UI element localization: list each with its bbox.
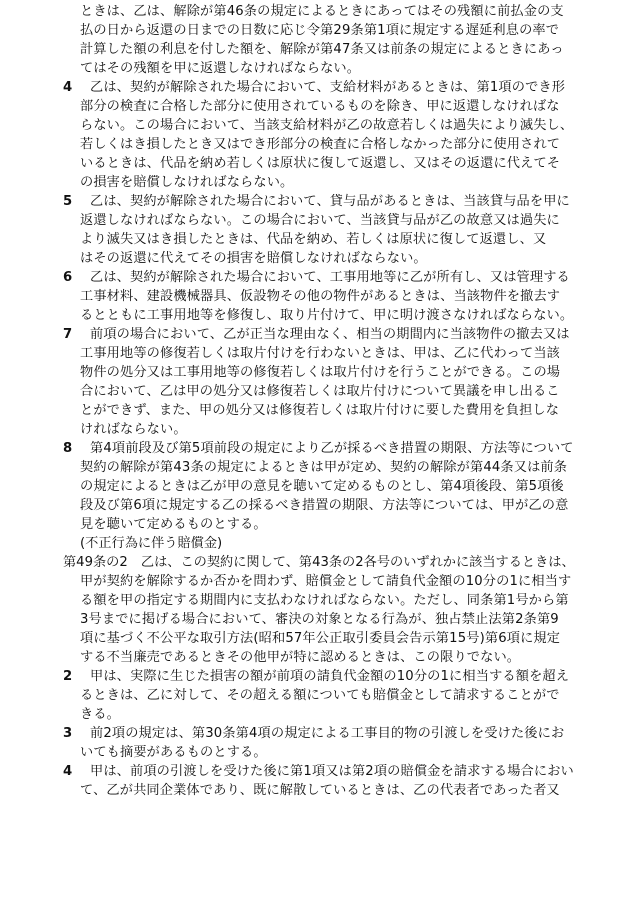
article-heading-line: 第49条の2 乙は、この契約に関して、第43条の2各号のいずれかに該当するときは、 <box>63 555 575 570</box>
text-line: 甲は、前項の引渡しを受けた後に第1項又は第2項の賠償金を請求する場合におい <box>90 764 574 779</box>
text-line: らない。この場合において、当該支給材料が乙の故意若しくは過失により滅失し、 <box>80 118 574 133</box>
item-number: 6 <box>63 270 73 285</box>
text-line: 前2項の規定は、第30条第4項の規定による工事目的物の引渡しを受けた後にお <box>90 726 565 741</box>
text-line: より滅失又はき損したときは、代品を納め、若しくは原状に復して返還し、又 <box>80 232 547 247</box>
text-line: ければならない。 <box>80 422 187 437</box>
text-line: の規定によるときは乙が甲の意見を聴いて定めるものとし、第4項後段、第5項後 <box>80 479 564 494</box>
item-number: 8 <box>63 441 73 456</box>
text-line: いても摘要があるものとする。 <box>80 745 267 760</box>
text-line: する不当廉売であるときその他甲が特に認めるときは、この限りでない。 <box>80 650 521 665</box>
text-line: てはその残額を甲に返還しなければならない。 <box>80 61 361 76</box>
text-line: 甲が契約を解除するか否かを問わず、賠償金として請負代金額の10分の1に相当す <box>80 574 572 589</box>
item-number: 2 <box>63 669 73 684</box>
text-line: 払の日から返還の日までの日数に応じ令第29条第1項に規定する遅延利息の率で <box>80 23 560 38</box>
item-number: 5 <box>63 194 73 209</box>
text-line: るときは、乙に対して、その超える額についても賠償金として請求することがで <box>80 688 560 703</box>
text-line: 合において、乙は甲の処分又は修復若しくは取片付けについて異議を申し出るこ <box>80 384 560 399</box>
text-line: 乙は、契約が解除された場合において、支給材料があるときは、第1項のでき形 <box>90 80 566 95</box>
text-line: 3号までに掲げる場合において、審決の対象となる行為が、独占禁止法第2条第9 <box>80 612 559 627</box>
text-line: 部分の検査に合格した部分に使用されているものを除き、甲に返還しなければな <box>80 99 560 114</box>
text-line: とができず、また、甲の処分又は修復若しくは取片付けに要した費用を負担しな <box>80 403 560 418</box>
text-line: 工事材料、建設機械器具、仮設物その他の物件があるときは、当該物件を撤去す <box>80 289 561 304</box>
text-line: 乙は、契約が解除された場合において、貸与品があるときは、当該貸与品を甲に <box>90 194 570 209</box>
text-line: ときは、乙は、解除が第46条の規定によるときにあってはその残額に前払金の支 <box>80 4 564 19</box>
text-line: きる。 <box>80 707 121 722</box>
item-number: 4 <box>63 80 73 95</box>
item-number: 7 <box>63 327 73 342</box>
text-line: 項に基づく不公平な取引方法(昭和57年公正取引委員会告示第15号)第6項に規定 <box>80 631 561 646</box>
text-line: はその返還に代えてその損害を賠償しなければならない。 <box>80 251 427 266</box>
text-line: 甲は、実際に生じた損害の額が前項の請負代金額の10分の1に相当する額を超え <box>90 669 570 684</box>
text-line: て、乙が共同企業体であり、既に解散しているときは、乙の代表者であった者又 <box>80 783 560 798</box>
text-line: る額を甲の指定する期間内に支払わなければならない。ただし、同条第1号から第 <box>80 593 569 608</box>
article-caption: (不正行為に伴う賠償金) <box>80 536 223 551</box>
item-number: 4 <box>63 764 73 779</box>
text-line: 計算した額の利息を付した額を、解除が第47条又は前条の規定によるときにあっ <box>80 42 564 57</box>
text-line: 工事用地等の修復若しくは取片付けを行わないときは、甲は、乙に代わって当該 <box>80 346 561 361</box>
text-line: 第4項前段及び第5項前段の規定により乙が採るべき措置の期限、方法等について <box>90 441 574 456</box>
text-line: 段及び第6項に規定する乙の採るべき措置の期限、方法等については、甲が乙の意 <box>80 498 569 513</box>
text-line: 前項の場合において、乙が正当な理由なく、相当の期間内に当該物件の撤去又は <box>90 327 570 342</box>
text-line: 乙は、契約が解除された場合において、工事用地等に乙が所有し、又は管理する <box>90 270 570 285</box>
text-line: 若しくはき損したとき又はでき形部分の検査に合格しなかった部分に使用されて <box>80 137 561 152</box>
text-line: 見を聴いて定めるものとする。 <box>80 517 267 532</box>
text-line: 返還しなければならない。この場合において、当該貸与品が乙の故意又は過失に <box>80 213 560 228</box>
text-line: 契約の解除が第43条の規定によるときは甲が定め、契約の解除が第44条又は前条 <box>80 460 568 475</box>
text-line: るとともに工事用地等を修復し、取り片付けて、甲に明け渡さなければならない。 <box>80 308 574 323</box>
text-line: 物件の処分又は工事用地等の修復若しくは取片付けを行うことができる。この場 <box>80 365 561 380</box>
text-line: の損害を賠償しなければならない。 <box>80 175 294 190</box>
text-line: いるときは、代品を納め若しくは原状に復して返還し、又はその返還に代えてそ <box>80 156 561 171</box>
item-number: 3 <box>63 726 73 741</box>
